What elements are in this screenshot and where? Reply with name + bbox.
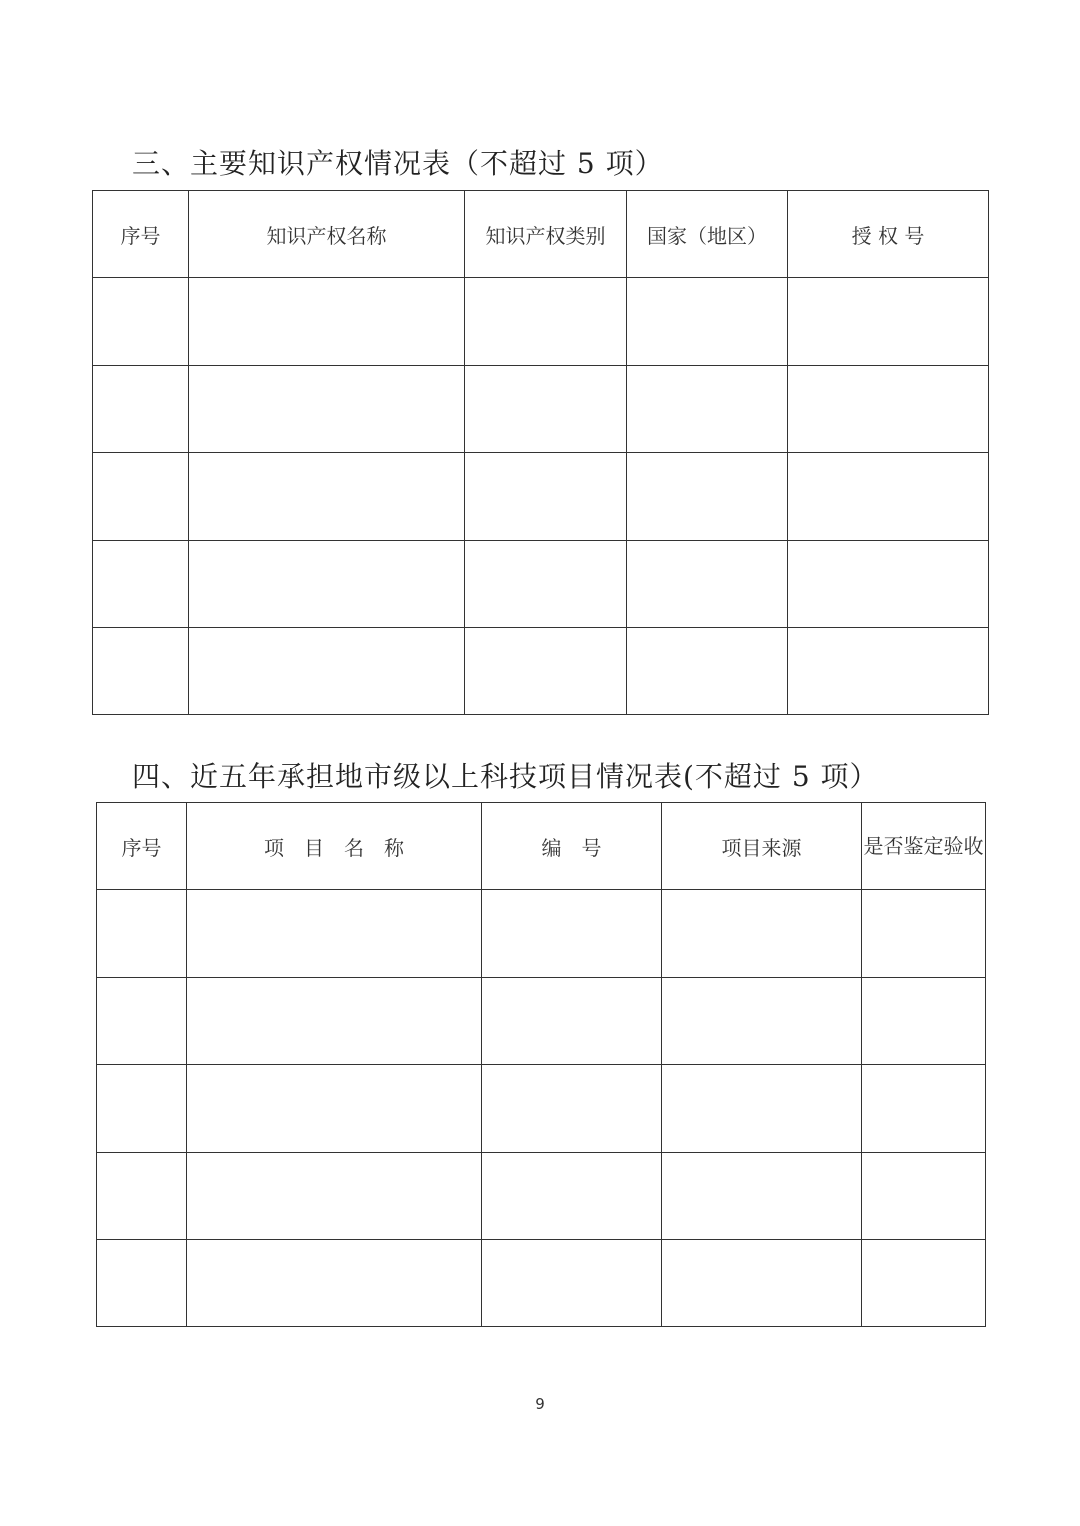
table-row <box>97 1239 986 1326</box>
table-cell[interactable] <box>862 1239 986 1326</box>
col-header-ip-name: 知识产权名称 <box>189 191 465 278</box>
table-header-row <box>97 803 986 890</box>
table-cell[interactable] <box>465 278 627 365</box>
col-header-ip-type: 知识产权类别 <box>465 191 627 278</box>
table-cell[interactable] <box>627 453 788 540</box>
table-cell[interactable] <box>662 977 862 1064</box>
table-cell[interactable] <box>788 278 989 365</box>
col-header-project-name: 项 目 名 称 <box>187 803 482 890</box>
table-row <box>97 1152 986 1239</box>
table-cell[interactable] <box>627 365 788 452</box>
table-cell[interactable] <box>189 365 465 452</box>
table-cell[interactable] <box>187 977 482 1064</box>
col-header-index: 序号 <box>97 803 187 890</box>
table-row <box>97 1065 986 1152</box>
table-cell[interactable] <box>662 890 862 977</box>
table-cell[interactable] <box>482 977 662 1064</box>
col-header-number: 编 号 <box>482 803 662 890</box>
table-cell[interactable] <box>187 1239 482 1326</box>
table-cell[interactable] <box>97 1152 187 1239</box>
project-table <box>96 802 986 1327</box>
table-row <box>93 278 989 365</box>
table-cell[interactable] <box>93 453 189 540</box>
table-cell[interactable] <box>187 1152 482 1239</box>
table-row <box>97 890 986 977</box>
col-header-index: 序号 <box>93 191 189 278</box>
table-cell[interactable] <box>482 1239 662 1326</box>
table-cell[interactable] <box>187 1065 482 1152</box>
table-cell[interactable] <box>93 627 189 714</box>
table-cell[interactable] <box>93 365 189 452</box>
table-cell[interactable] <box>862 1065 986 1152</box>
table-cell[interactable] <box>465 365 627 452</box>
col-header-grant-no: 授 权 号 <box>788 191 989 278</box>
table-cell[interactable] <box>662 1239 862 1326</box>
table-cell[interactable] <box>97 1239 187 1326</box>
table-cell[interactable] <box>93 278 189 365</box>
table-cell[interactable] <box>97 1065 187 1152</box>
page-number: 9 <box>535 1395 545 1413</box>
table-row <box>93 453 989 540</box>
table-cell[interactable] <box>465 627 627 714</box>
table-cell[interactable] <box>93 540 189 627</box>
table-cell[interactable] <box>627 278 788 365</box>
table-cell[interactable] <box>465 453 627 540</box>
table-cell[interactable] <box>187 890 482 977</box>
table-cell[interactable] <box>482 1152 662 1239</box>
table-cell[interactable] <box>862 977 986 1064</box>
table-cell[interactable] <box>189 627 465 714</box>
col-header-source: 项目来源 <box>662 803 862 890</box>
table-cell[interactable] <box>788 453 989 540</box>
table-cell[interactable] <box>662 1152 862 1239</box>
table-cell[interactable] <box>189 278 465 365</box>
table-cell[interactable] <box>788 540 989 627</box>
table-cell[interactable] <box>862 1152 986 1239</box>
ip-table <box>92 190 989 715</box>
table-cell[interactable] <box>662 1065 862 1152</box>
table-cell[interactable] <box>788 365 989 452</box>
table-cell[interactable] <box>465 540 627 627</box>
table-cell[interactable] <box>189 540 465 627</box>
table-row <box>97 977 986 1064</box>
table-row <box>93 365 989 452</box>
section4-title: 四、近五年承担地市级以上科技项目情况表(不超过 5 项） <box>132 760 879 793</box>
table-cell[interactable] <box>482 890 662 977</box>
col-header-accepted: 是否鉴定验收 <box>862 803 986 890</box>
table-row <box>93 627 989 714</box>
table-cell[interactable] <box>862 890 986 977</box>
table-cell[interactable] <box>627 627 788 714</box>
section3-title: 三、主要知识产权情况表（不超过 5 项） <box>132 147 664 180</box>
table-row <box>93 540 989 627</box>
table-cell[interactable] <box>97 890 187 977</box>
table-cell[interactable] <box>189 453 465 540</box>
table-cell[interactable] <box>482 1065 662 1152</box>
col-header-country: 国家（地区） <box>627 191 788 278</box>
table-cell[interactable] <box>97 977 187 1064</box>
table-cell[interactable] <box>627 540 788 627</box>
table-cell[interactable] <box>788 627 989 714</box>
table-header-row <box>93 191 989 278</box>
